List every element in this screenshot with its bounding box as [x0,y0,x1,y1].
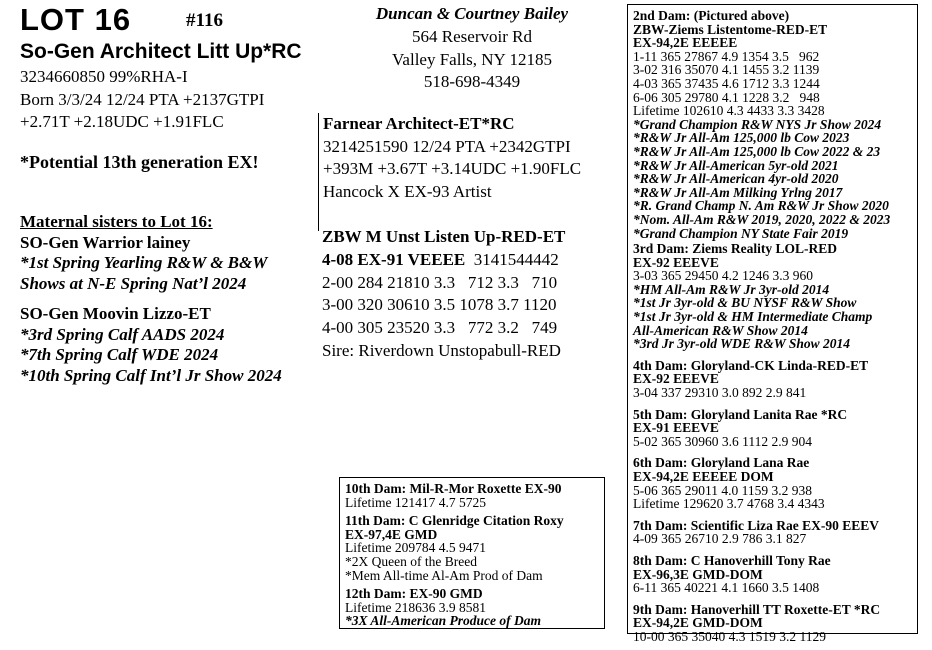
dam-record: 5-02 365 30960 3.6 1112 2.9 904 [633,433,812,449]
dam-record: 3-00 320 30610 3.5 1078 3.7 1120 [322,295,557,315]
dam-award: *R&W Jr All-Am 125,000 lb Cow 2023 [633,130,850,146]
dam-record: Lifetime 218636 3.9 8581 [345,599,486,615]
dam-record: *2X Queen of the Breed [345,553,477,569]
third-dam [633,242,917,351]
dam-name: 3rd Dam: Ziems Reality LOL-RED [633,241,837,257]
owner-name: Duncan & Courtney Bailey [375,4,569,23]
animal-name: So-Gen Architect Litt Up*RC [20,40,302,63]
dam-record: 3-03 365 29450 4.2 1246 3.3 960 [633,268,813,284]
owner-block [318,3,626,94]
sister-award: *7th Spring Calf WDE 2024 [20,345,219,364]
animal-birth-pta-line: Born 3/3/24 12/24 PTA +2137GTPI [20,89,265,109]
second-dam [633,9,917,240]
sister-award: *10th Spring Calf Int’l Jr Show 2024 [20,365,282,385]
fourth-dam [633,359,917,400]
dam-record: 10-00 365 35040 4.3 1519 3.2 1129 [633,628,826,644]
sire-info-line: +393M +3.67T +3.14UDC +1.90FLC [323,159,582,178]
animal-info [20,66,264,134]
dam-record: Lifetime 129620 3.7 4768 3.4 4343 [633,496,825,512]
dam-award: *3X All-American Produce of Dam [345,613,541,629]
dam-record: 6-11 365 40221 4.1 1660 3.5 1408 [633,580,820,596]
fifth-dam [633,408,917,449]
dam-award: *R&W Jr All-Am Milking Yrlng 2017 [633,184,843,200]
dam-record: 4-09 365 26710 2.9 786 3.1 827 [633,531,807,547]
sister-name: SO-Gen Moovin Lizzo-ET [20,304,211,323]
sire-info-line: Hancock X EX-93 Artist [323,181,492,201]
eleventh-dam [345,514,604,582]
dam-record: 3-04 337 29310 3.0 892 2.9 841 [633,385,807,401]
dam-award: *R. Grand Champ N. Am R&W Jr Show 2020 [633,198,889,214]
dam-record: 4-00 305 23520 3.3 772 3.2 749 [322,318,558,338]
dam-class: EX-94,2E EEEEE DOM [633,469,774,484]
animal-id-line: 3234660850 99%RHA-I [20,67,188,86]
dam-name: ZBW M Unst Listen Up-RED-ET [322,227,566,246]
dam-award: *R&W Jr All-Am 125,000 lb Cow 2022 & 23 [633,143,881,159]
dam-award: *3rd Jr 3yr-old WDE R&W Show 2014 [633,336,851,352]
dam-class: EX-94,2E EEEEE [633,35,738,51]
dam-name: ZBW-Ziems Listentome-RED-ET [633,21,828,37]
dam-name: 6th Dam: Gloryland Lana Rae [633,455,810,471]
dam-award: *R&W Jr All-American 5yr-old 2021 [633,157,839,173]
dam-record: Lifetime 102610 4.3 4433 3.3 3428 [633,103,825,119]
dam-record: 3-02 316 35070 4.1 1455 3.2 1139 [633,62,820,78]
dam-class: EX-91 EEEVE [633,420,719,436]
sister-name: SO-Gen Warrior lainey [20,232,191,252]
dam-award: All-American R&W Show 2014 [633,322,808,338]
dam-record: 2-00 284 21810 3.3 712 3.3 710 [322,272,558,292]
lot-catalog-number: #116 [186,10,223,31]
dam-name: 7th Dam: Scientific Liza Rae EX-90 EEEV [633,517,879,533]
dam-class: EX-92 EEEVE [633,371,719,387]
sister-award: *3rd Spring Calf AADS 2024 [20,324,225,344]
dam-award: *HM All-Am R&W Jr 3yr-old 2014 [633,281,830,297]
owner-address-line: Valley Falls, NY 12185 [392,49,552,69]
eighth-dam [633,554,917,595]
dam-name: 4th Dam: Gloryland-CK Linda-RED-ET [633,357,869,373]
dam-class: EX-92 EEEVE [633,254,719,270]
dam-class: EX-97,4E GMD [345,526,438,542]
dam-name: 10th Dam: Mil-R-Mor Roxette EX-90 [345,481,562,496]
dam-record: Lifetime 209784 4.5 9471 [345,540,486,556]
dam-class: EX-94,2E GMD-DOM [633,615,763,631]
dam-award: *1st Jr 3yr-old & HM Intermediate Champ [633,309,873,325]
lot-note: *Potential 13th generation EX! [20,152,259,172]
owner-phone: 518-698-4349 [423,72,521,92]
dam-name: 9th Dam: Hanoverhill TT Roxette-ET *RC [633,601,881,617]
ninth-dam [633,603,917,644]
dam-record: 6-06 305 29780 4.1 1228 3.2 948 [633,89,820,105]
dam-heading: 2nd Dam: (Pictured above) [633,8,790,23]
dam-block [322,226,565,363]
ancestors-box [339,477,605,629]
dam-record: 1-11 365 27867 4.9 1354 3.5 962 [633,48,820,64]
pedigree-box [627,4,918,644]
dam-classification: 4-08 EX-91 VEEEE [322,249,466,269]
animal-traits-line: +2.71T +2.18UDC +1.91FLC [20,112,224,131]
dam-name: 8th Dam: C Hanoverhill Tony Rae [633,552,831,568]
sisters-heading: Maternal sisters to Lot 16: [20,212,213,231]
dam-award: *Nom. All-Am R&W 2019, 2020, 2022 & 2023 [633,211,891,227]
dam-name: 11th Dam: C Glenridge Citation Roxy [345,513,564,529]
dam-award: *1st Jr 3yr-old & BU NYSF R&W Show [633,295,857,311]
dam-award: *R&W Jr All-American 4yr-old 2020 [633,171,839,187]
sire-block [318,113,581,231]
twelfth-dam [345,587,604,628]
lot-title: LOT 16 [20,2,132,37]
dam-sire-line: Sire: Riverdown Unstopabull-RED [322,340,561,360]
owner-address-line: 564 Reservoir Rd [412,26,532,46]
sire-name: Farnear Architect-ET*RC [323,114,515,133]
dam-record: 5-06 365 29011 4.0 1159 3.2 938 [633,482,812,498]
dam-record: 4-03 365 37435 4.6 1712 3.3 1244 [633,75,820,91]
dam-registration: 3141544442 [473,249,559,269]
sire-info-line: 3214251590 12/24 PTA +2342GTPI [323,136,571,156]
dam-record: *Mem All-time Al-Am Prod of Dam [345,567,543,583]
dam-class: EX-96,3E GMD-DOM [633,566,763,582]
sister-award: *1st Spring Yearling R&W & B&W [20,253,268,272]
dam-name: 5th Dam: Gloryland Lanita Rae *RC [633,406,848,422]
sixth-dam [633,456,917,510]
dam-name: 12th Dam: EX-90 GMD [345,586,483,602]
sister-award: Shows at N-E Spring Nat’l 2024 [20,273,247,293]
maternal-sisters [20,212,282,386]
dam-award: *Grand Champion NY State Fair 2019 [633,225,849,241]
tenth-dam [345,482,604,509]
seventh-dam [633,519,917,546]
dam-record: Lifetime 121417 4.7 5725 [345,494,486,510]
dam-award: *Grand Champion R&W NYS Jr Show 2024 [633,116,882,132]
